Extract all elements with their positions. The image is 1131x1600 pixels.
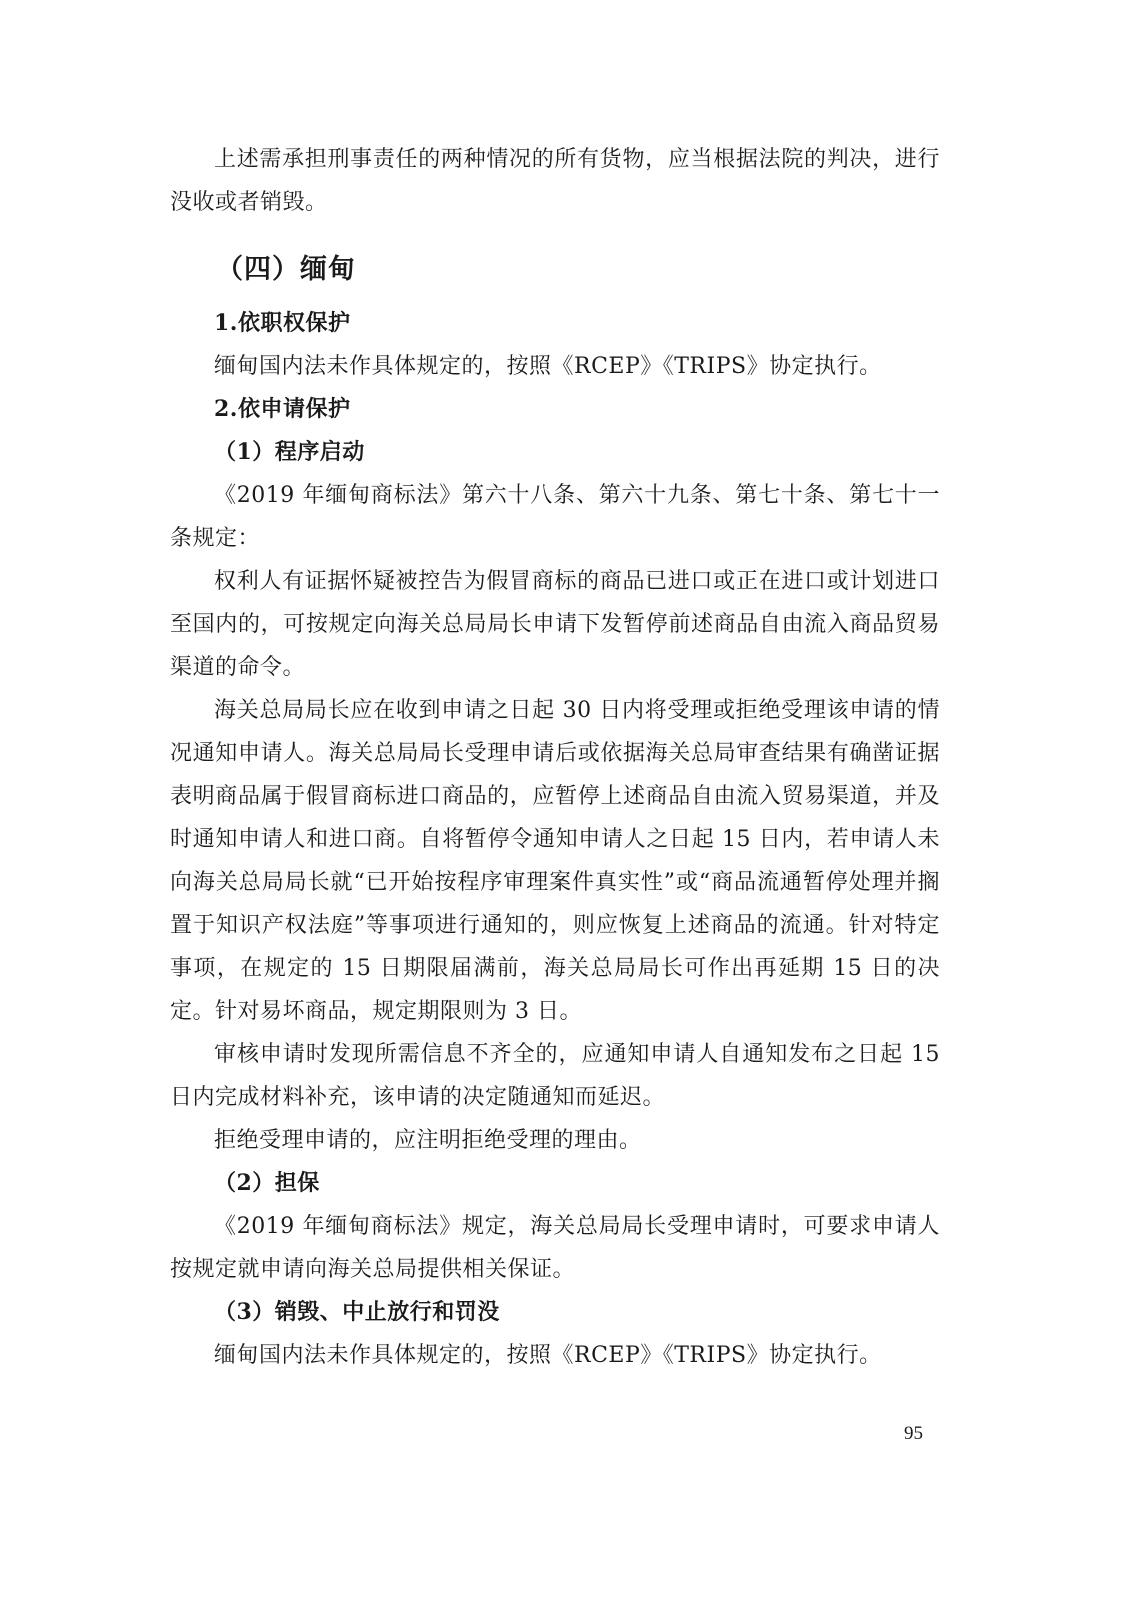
item-heading-1: （1）程序启动	[214, 439, 365, 465]
section-heading: （四）缅甸	[216, 254, 356, 285]
paragraph: 缅甸国内法未作具体规定的，按照《RCEP》《TRIPS》协定执行。	[214, 1343, 882, 1368]
item-heading-2: （2）担保	[214, 1170, 320, 1196]
paragraph: 缅甸国内法未作具体规定的，按照《RCEP》《TRIPS》协定执行。	[214, 354, 882, 379]
paragraph: 《2019 年缅甸商标法》第六十八条、第六十九条、第七十条、第七十一条规定：	[170, 483, 940, 551]
document-body	[170, 138, 940, 1377]
paragraph: 海关总局局长应在收到申请之日起 30 日内将受理或拒绝受理该申请的情况通知申请人。海关总局局长受理申请后或依据海关总局审查结果有确凿证据表明商品属于假冒商标进口商品的，应暂停上述商品自由流入贸易渠道，并及时通知申请人和进口商。自将暂停令通知申请人之日起 15 日内，若申请人未向海关总局局长就“已开始按程序审理案件真实性”或“商品流通暂停处理并搁置于知识产权法庭”等事项进行通知的，则应恢复上述商品的流通。针对特定事项，在规定的 15 日期限届满前，海关总局局长可作出再延期 15 日的决定。针对易坏商品，规定期限则为 3 日。	[170, 698, 940, 1024]
paragraph: 权利人有证据怀疑被控告为假冒商标的商品已进口或正在进口或计划进口至国内的，可按规定向海关总局局长申请下发暂停前述商品自由流入商品贸易渠道的命令。	[170, 569, 940, 680]
paragraph: 审核申请时发现所需信息不齐全的，应通知申请人自通知发布之日起 15 日内完成材料补充，该申请的决定随通知而延迟。	[170, 1042, 940, 1110]
paragraph: 拒绝受理申请的，应注明拒绝受理的理由。	[214, 1128, 642, 1153]
subsection-heading-1: 1.依职权保护	[214, 310, 351, 336]
page-number: 95	[904, 1423, 923, 1444]
paragraph: 上述需承担刑事责任的两种情况的所有货物，应当根据法院的判决，进行没收或者销毁。	[170, 147, 940, 215]
subsection-heading-2: 2.依申请保护	[214, 396, 351, 422]
item-heading-3: （3）销毁、中止放行和罚没	[214, 1299, 500, 1325]
paragraph: 《2019 年缅甸商标法》规定，海关总局局长受理申请时，可要求申请人按规定就申请向海关总局提供相关保证。	[170, 1214, 940, 1282]
